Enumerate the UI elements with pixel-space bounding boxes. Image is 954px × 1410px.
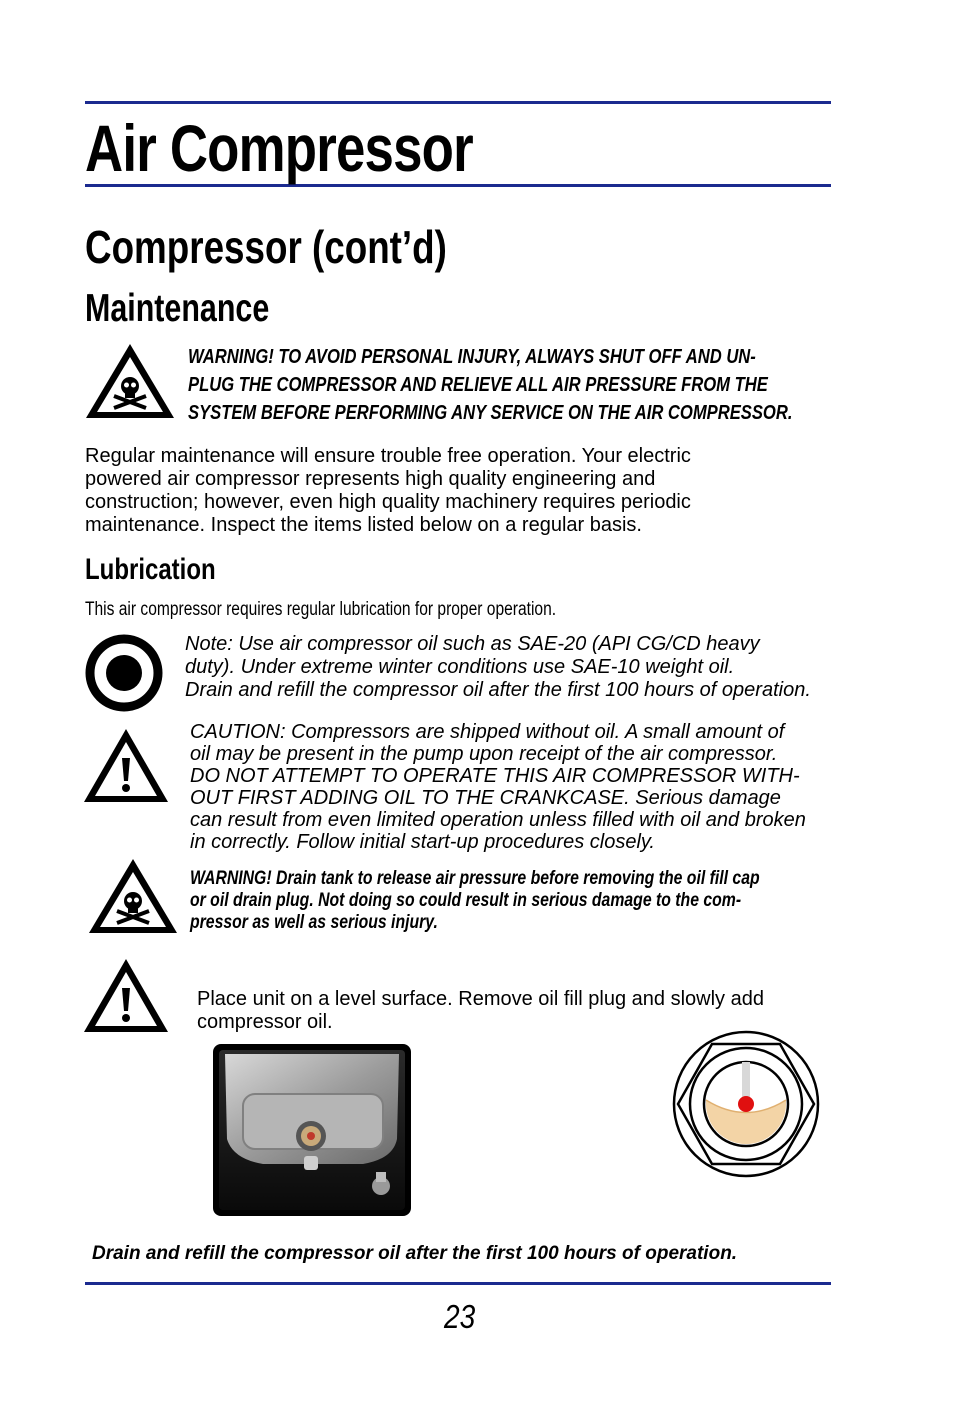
place-unit-instruction: Place unit on a level surface. Remove oil fill plug and slowly add compressor oil. — [197, 988, 764, 1033]
maintenance-paragraph: Regular maintenance will ensure trouble free operation. Your electric powered air compressor represents high quality engineering and construction; however, even high quality machinery requires periodic maintenance. Inspect the items listed below on a regular basis. — [85, 445, 691, 536]
oil-sight-glass-icon — [671, 1030, 821, 1178]
skull-warning-icon — [82, 340, 178, 422]
lubrication-heading: Lubrication — [85, 553, 216, 586]
drain-tank-warning: WARNING! Drain tank to release air pressure before removing the oil fill cap or oil drain plug. Not doing so could result in serious damage to the com- pressor as well as serious injury. — [190, 867, 760, 933]
personal-injury-warning: WARNING! TO AVOID PERSONAL INJURY, ALWAYS SHUT OFF AND UN- PLUG THE COMPRESSOR AND RELIEVE ALL AIR PRESSURE FROM THE SYSTEM BEFORE PERFORMING ANY SERVICE ON THE AIR COMPRESSOR. — [188, 346, 793, 424]
footer-rule — [85, 1282, 831, 1285]
page-number: 23 — [444, 1298, 476, 1335]
exclamation-caution-icon — [82, 726, 170, 806]
skull-warning-icon — [85, 855, 181, 937]
page-title: Air Compressor — [85, 111, 473, 185]
caution-no-oil: CAUTION: Compressors are shipped without oil. A small amount of oil may be present in the pump upon receipt of the air compressor. DO NOT ATTEMPT TO OPERATE THIS AIR COMPRESSOR WITH- OUT FIRST ADDING OIL TO THE CRANKCASE. Serious damage can result from even limited operation unless filled with oil and broken in correctly. Follow initial start-up procedures closely. — [190, 721, 806, 853]
section-title: Compressor (cont’d) — [85, 221, 447, 273]
top-rule — [85, 101, 831, 104]
subsection-title: Maintenance — [85, 287, 270, 330]
oil-note: Note: Use air compressor oil such as SAE-20 (API CG/CD heavy duty). Under extreme winter conditions use SAE-10 weight oil. Drain and refill the compressor oil after the first 100 hours of operation. — [185, 633, 811, 701]
target-note-icon — [85, 634, 163, 712]
oil-fill-plug-photo — [213, 1044, 411, 1216]
lubrication-intro: This air compressor requires regular lubrication for proper operation. — [85, 599, 557, 620]
exclamation-caution-icon — [82, 956, 170, 1036]
drain-refill-reminder: Drain and refill the compressor oil after the first 100 hours of operation. — [92, 1243, 738, 1264]
